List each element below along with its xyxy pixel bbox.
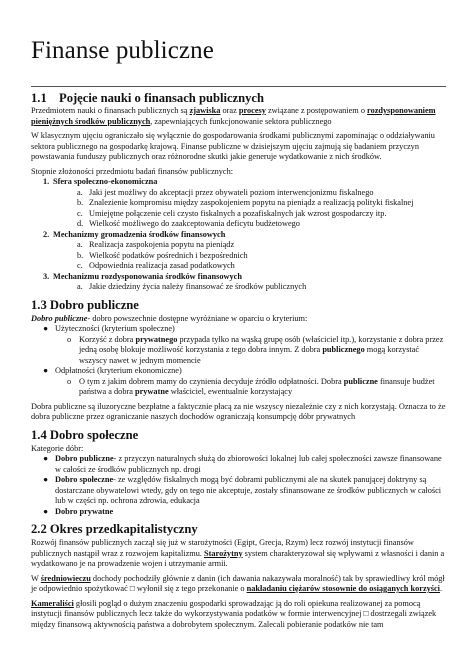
bullet-icon: ● (43, 454, 49, 463)
list-item-label: Mechanizmu rozdysponowania środków finansowych (53, 271, 242, 281)
paragraph-public-good-cost: Dobra publiczne są iluzoryczne bezpłatne a faktycznie płacą za nie wszyscy niezależnie czy z nich korzystają. Oznacza to że dobra publiczne przez ograniczanie naszych dochodów ograniczają konsumpcję dóbr prywatnych (31, 401, 446, 421)
text-run: W (31, 573, 41, 583)
emphasis: Starożytny (204, 548, 243, 558)
sub-list-letter: a. (77, 240, 83, 249)
hollow-bullet-icon: o (67, 334, 72, 344)
title-divider (31, 86, 446, 87)
sub-list-item (53, 282, 446, 293)
emphasis-procesy: procesy (238, 106, 266, 115)
sub-list (55, 377, 446, 398)
sub-list-item (55, 335, 446, 367)
list-item-label: Sfera społeczno-ekonomiczna (53, 177, 158, 186)
emphasis: publiczne (343, 376, 378, 386)
section-number: 1.1 (31, 91, 47, 105)
hollow-bullet-icon: o (67, 376, 72, 386)
text-run: głosili pogląd o dużym znaczeniu gospodarki sprowadzając ją do roli opiekuna realizowanej za pomocą instytucji finansów publicznych lecz także do wykorzystywania podatków w formie interwencyjnej □ dostrzegali związek między finansową aktywnością państwa a dobrobytem społecznym. Zalecali pobieranie podatków nie tam (31, 598, 437, 629)
sub-list-letter: c. (77, 261, 83, 270)
document-page (31, 36, 446, 630)
paragraph-complexity-intro: Stopnie złożoności przedmiotu badań finansów publicznych: (31, 166, 234, 176)
text-run: dochody pochodziły głównie z danin (ich dawania nakazywała moralność) tak by sprawiedliwy król mógł je odpowiednio spożytkować □ wyłonił się z tego przekonanie o (31, 573, 445, 593)
sub-list-item (53, 219, 446, 230)
sub-list-text: Odpowiednia realizacja zasad podatkowych (89, 261, 235, 270)
paragraph-antiquity (31, 538, 446, 570)
list-item (31, 272, 446, 293)
sub-list-text: Jakie dziedziny życia należy finansować ze środków publicznych (89, 282, 307, 291)
paragraph-subject (31, 106, 446, 127)
emphasis-zjawiska: zjawiska (189, 106, 221, 115)
bullet-icon: ● (43, 506, 49, 516)
text-run: finansuje budżet państwa a dobra (79, 376, 435, 396)
emphasis: Kameraliści (31, 598, 74, 608)
sub-list-item (53, 261, 446, 272)
section-title: Pojęcie nauki o finansach publicznych (59, 91, 265, 105)
emphasis-rozdysponowanie: rozdysponowaniem pieniężnych środków publicznych (31, 106, 436, 126)
sub-list-text: Wielkość podatków pośrednich i bezpośrednich (89, 250, 248, 260)
category-description: - z przyczyn naturalnych służą do zbiorowości lokalnej lub całej społeczności zawsze finansowane w całości ze środków publicznych np. drogi (55, 454, 442, 474)
emphasis: prywatne (134, 387, 169, 396)
bullet-icon: ● (43, 475, 49, 484)
sub-list-item (55, 377, 446, 398)
paragraph-cameralists (31, 599, 446, 631)
text-run: oraz (220, 106, 239, 115)
text-run: Korzyść z dobra (79, 334, 136, 344)
category-term: Dobro publiczne (55, 454, 114, 463)
list-item-label: Mechanizmy gromadzenia środków finansowych (53, 229, 226, 239)
emphasis: średniowieczu (40, 573, 91, 583)
text-run: przypada tylko na wąską grupę osób (właściciel itp.), korzystanie z dobra przez jedną osobę blokuje możliwość korzystania z tego dobra innym. Z dobra (79, 334, 444, 354)
category-term: Dobro społeczne (55, 475, 114, 484)
emphasis: nakładaniu ciężarów stosownie do osiąganych korzyści (246, 584, 440, 593)
sub-list-text: Wielkość możliwego do zaakceptowania deficytu budżetowego (89, 219, 300, 228)
sub-list-text: Jaki jest możliwy do akceptacji przez obywateli poziom interwencjonizmu fiskalnego (89, 187, 374, 197)
text-run: - dobro powszechnie dostępne wyróżniane w oparciu o kryterium: (87, 313, 308, 323)
list-number: 3. (43, 271, 50, 281)
paragraph-public-good-def (31, 314, 446, 325)
sub-list-letter: a. (77, 282, 83, 291)
section-heading-1-1 (31, 91, 446, 106)
text-run: , zapewniających funkcjonowanie sektora publicznego (150, 116, 332, 126)
sub-list (55, 335, 446, 367)
sub-list-letter: b. (77, 250, 84, 260)
list-item (31, 475, 446, 507)
section-heading-2-2: 2.2 Okres przedkapitalistyczny (31, 522, 198, 536)
sub-list-item (53, 251, 446, 262)
sub-list-text: Umiejętne połączenie celi czysto fiskalnych a pozafiskalnych jak wzrost gospodarczy itp. (89, 208, 387, 218)
list-number: 2. (43, 229, 50, 239)
sub-list-text: Znalezienie kompromisu między zaspokojeniem popytu na pieniądz a realizacją polityki fiskalnej (89, 198, 414, 207)
sub-list-letter: b. (77, 198, 84, 207)
paragraph-categories-intro: Kategorie dóbr: (31, 443, 84, 453)
list-item (31, 230, 446, 272)
text-run: mogą korzystać wszyscy nawet w jednym momencie (79, 345, 420, 365)
section-heading-1-3: 1.3 Dobro publiczne (31, 297, 139, 312)
list-item (31, 366, 446, 398)
paragraph-middle-ages (31, 574, 446, 595)
sub-list (53, 282, 446, 293)
criterion-label: Odpłatności (kryterium ekonomiczne) (55, 366, 182, 375)
sub-list-item (53, 240, 446, 251)
sub-list-text: Realizacja zaspokojenia popytu na pieniądz (89, 240, 235, 249)
bullet-icon: ● (43, 324, 49, 333)
section-heading-1-4: 1.4 Dobro społeczne (31, 427, 139, 442)
sub-list-letter: c. (77, 208, 83, 218)
sub-list-letter: d. (77, 219, 84, 228)
sub-list (53, 188, 446, 230)
text-run: O tym z jakim dobrem mamy do czynienia decyduje źródło odpłatności. Dobra (79, 376, 344, 386)
list-item (31, 507, 446, 518)
text-run: właściciel, ewentualnie korzystający (168, 387, 293, 396)
emphasis: prywatnego (135, 334, 178, 344)
list-item (31, 324, 446, 366)
criteria-list (31, 324, 446, 398)
text-run: system charakteryzował się wpływami z własności i danin a wydatkowano je na prowadzenie wojen i utrzymanie armii. (31, 548, 445, 568)
page-title: Finanse publiczne (31, 37, 214, 64)
text-run: związane z postępowaniem o (265, 106, 368, 115)
sub-list-item (53, 209, 446, 220)
sub-list-letter: a. (77, 187, 83, 197)
sub-list (53, 240, 446, 272)
list-item (31, 177, 446, 230)
list-item (31, 454, 446, 475)
term-public-good: Dobro publiczne (31, 313, 88, 323)
criterion-label: Użyteczności (kryterium społeczne) (55, 324, 175, 333)
category-term: Dobro prywatne (55, 506, 114, 516)
bullet-icon: ● (43, 366, 49, 375)
complexity-list (31, 177, 446, 293)
text-run: Przedmiotem nauki o finansach publicznych są (31, 106, 190, 115)
category-description: - ze względów fiskalnych mogą być dobrami publicznymi ale na skutek panującej doktryny są dostarczane obywatelowi wtedy, gdy on tego nie akceptuje, zostały sfinansowane ze środków publicznych w całości lub w części np. ochrona zdrowia, edukacja (55, 475, 442, 505)
emphasis: publicznego (322, 345, 365, 354)
goods-categories-list (31, 454, 446, 517)
sub-list-item (53, 198, 446, 209)
text-run: . (440, 584, 443, 593)
sub-list-item (53, 188, 446, 199)
list-number: 1. (43, 177, 50, 186)
text-run: Rozwój finansów publicznych zaczął się już w starożytności (Egipt, Grecja, Rzym) lecz rozwój instytucji finansów publicznych nastąpił wraz z rozwojem kapitalizmu. (31, 538, 414, 558)
paragraph-classic-view: W klasycznym ujęciu ograniczało się wyłącznie do gospodarowania środkami publicznymi zapominając o oddziaływaniu sektora publicznego na gospodarkę krajową. Finanse publiczne w dzisiejszym ujęciu zajmują się badaniem przyczyn powstawania funduszy publicznych oraz różnorodne skutki jakie generuje wydatkowanie z nich środków. (31, 131, 435, 161)
